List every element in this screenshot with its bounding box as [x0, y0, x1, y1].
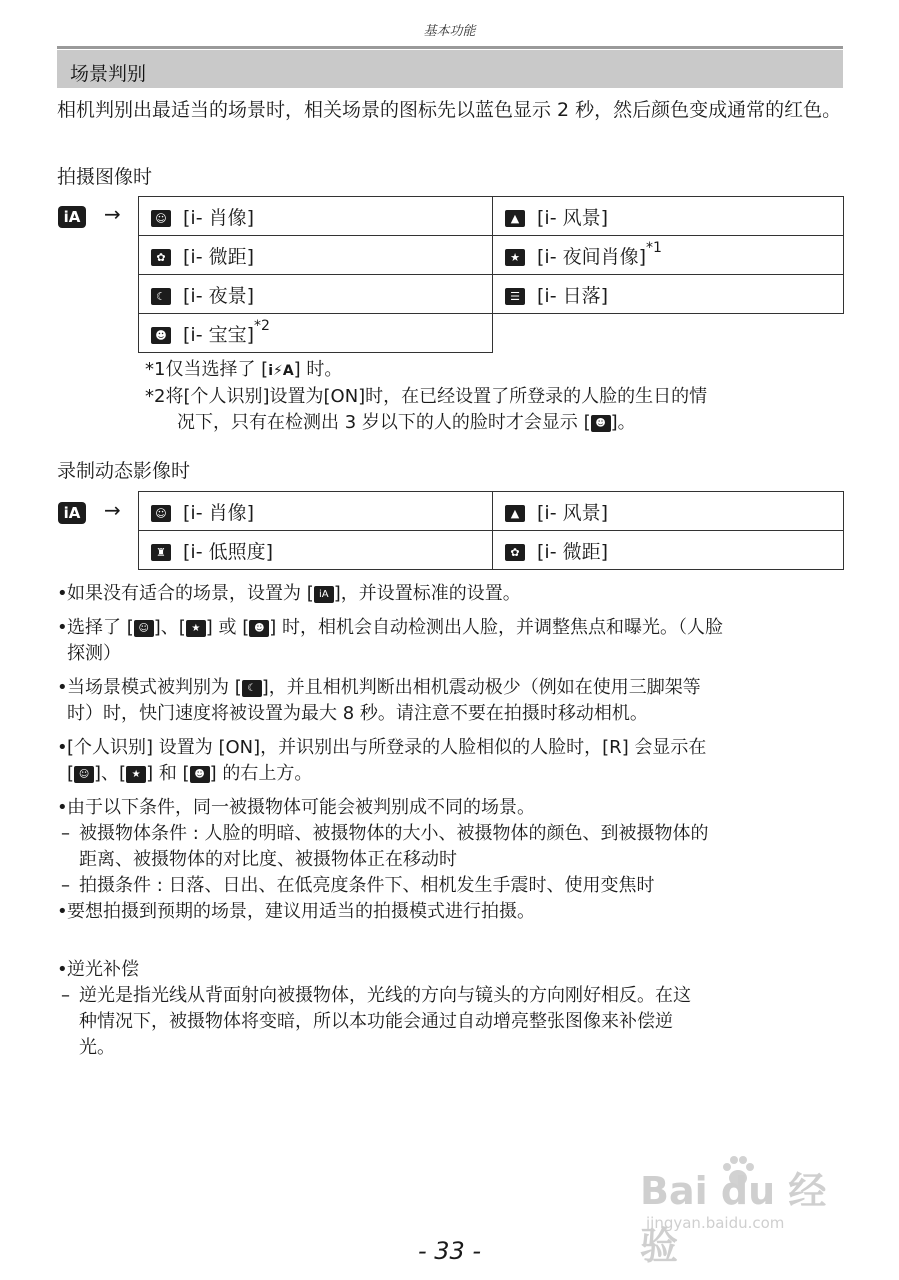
watermark-text: Bai du 经验 [640, 1169, 827, 1268]
arrow-icon: → [104, 202, 121, 226]
portrait-icon: ☺ [74, 766, 94, 783]
note-text: [个人识别] 设置为 [ON]，并识别出与所登录的人脸相似的人脸时，[R] 会显示在 [67, 737, 707, 758]
note-text: 光。 [79, 1037, 115, 1058]
note-text: 种情况下，被摄物体将变暗，所以本功能会通过自动增亮整张图像来补偿逆 [79, 1011, 673, 1032]
footnote-mark: *2 [145, 386, 166, 407]
header-rule [57, 46, 843, 49]
portrait-icon: ☺ [151, 210, 171, 227]
footnote-2-cont [177, 410, 847, 436]
night-portrait-icon: ★ [186, 620, 206, 637]
sub-list-item [57, 983, 847, 1061]
scene-label: [i- 肖像] [183, 206, 254, 229]
table-row [139, 197, 844, 236]
footnote-mark: *1 [145, 359, 166, 380]
scene-cell [139, 492, 493, 531]
night-portrait-icon: ★ [505, 249, 525, 266]
photo-scene-table [138, 196, 844, 353]
note-text: 当场景模式被判别为 [ [67, 677, 242, 698]
baby-icon: ☻ [190, 766, 210, 783]
table-row [139, 275, 844, 314]
note-text: ] 和 [ [146, 763, 190, 784]
night-portrait-icon: ★ [126, 766, 146, 783]
list-item [57, 615, 847, 667]
note-text: ]，并且相机判断出相机震动极少（例如在使用三脚架等 [261, 677, 701, 698]
intelligent-auto-icon: iA [58, 206, 86, 228]
note-text: 逆光是指光线从背面射向被摄物体，光线的方向与镜头的方向刚好相反。在这 [79, 985, 691, 1006]
list-item: • 逆光补偿 [57, 957, 847, 983]
night-scenery-icon: ☾ [242, 680, 262, 697]
intelligent-auto-icon: iA [58, 502, 86, 524]
header-label: 基本功能 [423, 24, 476, 39]
photo-heading: 拍摄图像时 [57, 166, 153, 188]
table-row [139, 492, 844, 531]
note-text: [ [67, 763, 75, 784]
table-row [139, 236, 844, 275]
baby-icon: ☻ [151, 327, 171, 344]
list-item [57, 675, 847, 727]
sub-list-item: – 拍摄条件 : 日落、日出、在低亮度条件下、相机发生手震时、使用变焦时 [57, 873, 847, 899]
scene-label: [i- 低照度] [183, 540, 273, 563]
empty-cell [493, 314, 844, 353]
footnote-2 [145, 384, 845, 410]
notes-list [57, 581, 847, 1061]
footnote-text: 仅当选择了 [ [165, 359, 269, 380]
section-band [57, 50, 843, 88]
footnote-1 [145, 357, 845, 384]
list-item: • 由于以下条件，同一被摄物体可能会被判别成不同的场景。 [57, 795, 847, 821]
sunset-icon: ☰ [505, 288, 525, 305]
footnote-mark: *1 [646, 239, 662, 256]
note-text: ] 时，相机会自动检测出人脸，并调整焦点和曝光。（人脸 [269, 617, 724, 638]
note-text: 选择了 [ [67, 617, 134, 638]
scene-label: [i- 风景] [537, 501, 608, 524]
scene-cell [493, 531, 844, 570]
intelligent-auto-icon: iA [314, 586, 334, 603]
footnote-text: ] 时。 [293, 359, 343, 380]
scene-cell [139, 236, 493, 275]
note-text: 如果没有适合的场景，设置为 [ [67, 583, 314, 604]
section-title: 场景判别 [70, 63, 147, 85]
scene-label: [i- 夜景] [183, 284, 254, 307]
footnote-text: 况下，只有在检测出 3 岁以下的人的脸时才会显示 [ [177, 412, 591, 433]
page-number: - 33 - [417, 1237, 482, 1265]
table-row [139, 531, 844, 570]
baby-icon: ☻ [249, 620, 269, 637]
scene-cell [493, 197, 844, 236]
watermark-url: jingyan.baidu.com [646, 1214, 785, 1232]
scene-label: [i- 夜间肖像] [537, 245, 646, 268]
list-item: • 要想拍摄到预期的场景，建议用适当的拍摄模式进行拍摄。 [57, 899, 847, 925]
baby-icon: ☻ [591, 415, 611, 432]
note-text: ]、[ [94, 763, 127, 784]
note-text: ]，并设置标准的设置。 [333, 583, 521, 604]
intelligent-auto-plus-icon: i⚡A [268, 363, 294, 379]
low-light-icon: ♜ [151, 544, 171, 561]
scene-label: [i- 风景] [537, 206, 608, 229]
scene-cell [139, 314, 493, 353]
scene-cell [493, 236, 844, 275]
scene-cell [493, 492, 844, 531]
note-text: 探测） [67, 643, 121, 664]
footnote-text: 将[个人识别]设置为[ON]时，在已经设置了所登录的人脸的生日的情 [165, 386, 708, 407]
scene-label: [i- 微距] [183, 245, 254, 268]
scene-label: [i- 微距] [537, 540, 608, 563]
note-text: ]、[ [153, 617, 186, 638]
list-item [57, 735, 847, 787]
note-text: ] 的右上方。 [209, 763, 313, 784]
macro-icon: ✿ [151, 249, 171, 266]
note-text: 距离、被摄物体的对比度、被摄物体正在移动时 [79, 849, 457, 870]
scene-cell [139, 275, 493, 314]
arrow-icon: → [104, 498, 121, 522]
note-text: 时）时，快门速度将被设置为最大 8 秒。请注意不要在拍摄时移动相机。 [67, 703, 648, 724]
sub-list-item [57, 821, 847, 873]
portrait-icon: ☺ [134, 620, 154, 637]
scenery-icon: ▲ [505, 210, 525, 227]
video-scene-table [138, 491, 844, 570]
scene-cell [493, 275, 844, 314]
portrait-icon: ☺ [151, 505, 171, 522]
note-text: ] 或 [ [205, 617, 250, 638]
macro-icon: ✿ [505, 544, 525, 561]
scenery-icon: ▲ [505, 505, 525, 522]
scene-label: [i- 日落] [537, 284, 608, 307]
watermark [640, 1160, 840, 1268]
scene-cell [139, 197, 493, 236]
list-item [57, 581, 847, 607]
note-text: 被摄物体条件 : 人脸的明暗、被摄物体的大小、被摄物体的颜色、到被摄物体的 [79, 823, 709, 844]
night-scenery-icon: ☾ [151, 288, 171, 305]
intro-paragraph: 相机判别出最适当的场景时，相关场景的图标先以蓝色显示 2 秒，然后颜色变成通常的红色。 [57, 99, 842, 121]
video-heading: 录制动态影像时 [57, 460, 191, 482]
footnote-mark: *2 [254, 317, 270, 334]
footnote-text: ]。 [610, 412, 636, 433]
scene-label: [i- 宝宝] [183, 323, 254, 346]
scene-label: [i- 肖像] [183, 501, 254, 524]
scene-cell [139, 531, 493, 570]
table-row [139, 314, 844, 353]
